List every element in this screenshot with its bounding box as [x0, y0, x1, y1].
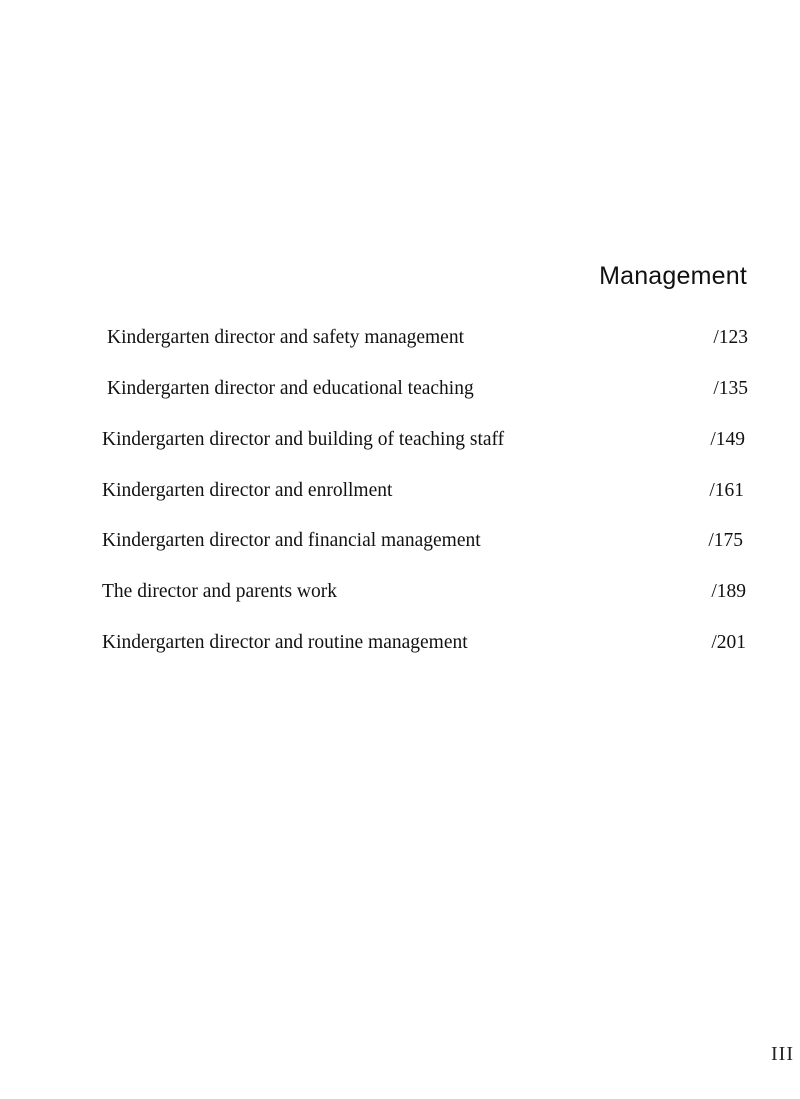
- toc-entry: [0, 429, 800, 459]
- toc-entry: [0, 480, 800, 510]
- toc-entry: [0, 378, 800, 408]
- toc-entry-title: Kindergarten director and safety management: [107, 327, 464, 348]
- toc-entry-page: /123: [713, 327, 748, 348]
- toc-entry-title: Kindergarten director and building of teaching staff: [102, 429, 505, 450]
- toc-entry-page: /175: [708, 530, 743, 551]
- toc-entry: [0, 632, 800, 662]
- toc-entry-page: /149: [710, 429, 745, 450]
- toc-entry-title: Kindergarten director and routine management: [102, 632, 468, 653]
- toc-entry-page: /161: [709, 480, 744, 501]
- toc-entry-page: /201: [711, 632, 746, 653]
- toc-entry-page: /189: [711, 581, 746, 602]
- toc-entry-page: /135: [713, 378, 748, 399]
- toc-entry: [0, 327, 800, 357]
- page-number: III: [771, 1043, 794, 1065]
- section-title: Management: [599, 262, 747, 290]
- toc-entry-title: Kindergarten director and financial management: [102, 530, 481, 551]
- toc-entry-title: Kindergarten director and educational teaching: [107, 378, 474, 399]
- toc-entry-title: Kindergarten director and enrollment: [102, 480, 393, 501]
- toc-entry: [0, 581, 800, 611]
- toc-entry-title: The director and parents work: [102, 581, 337, 602]
- toc-entry: [0, 530, 800, 560]
